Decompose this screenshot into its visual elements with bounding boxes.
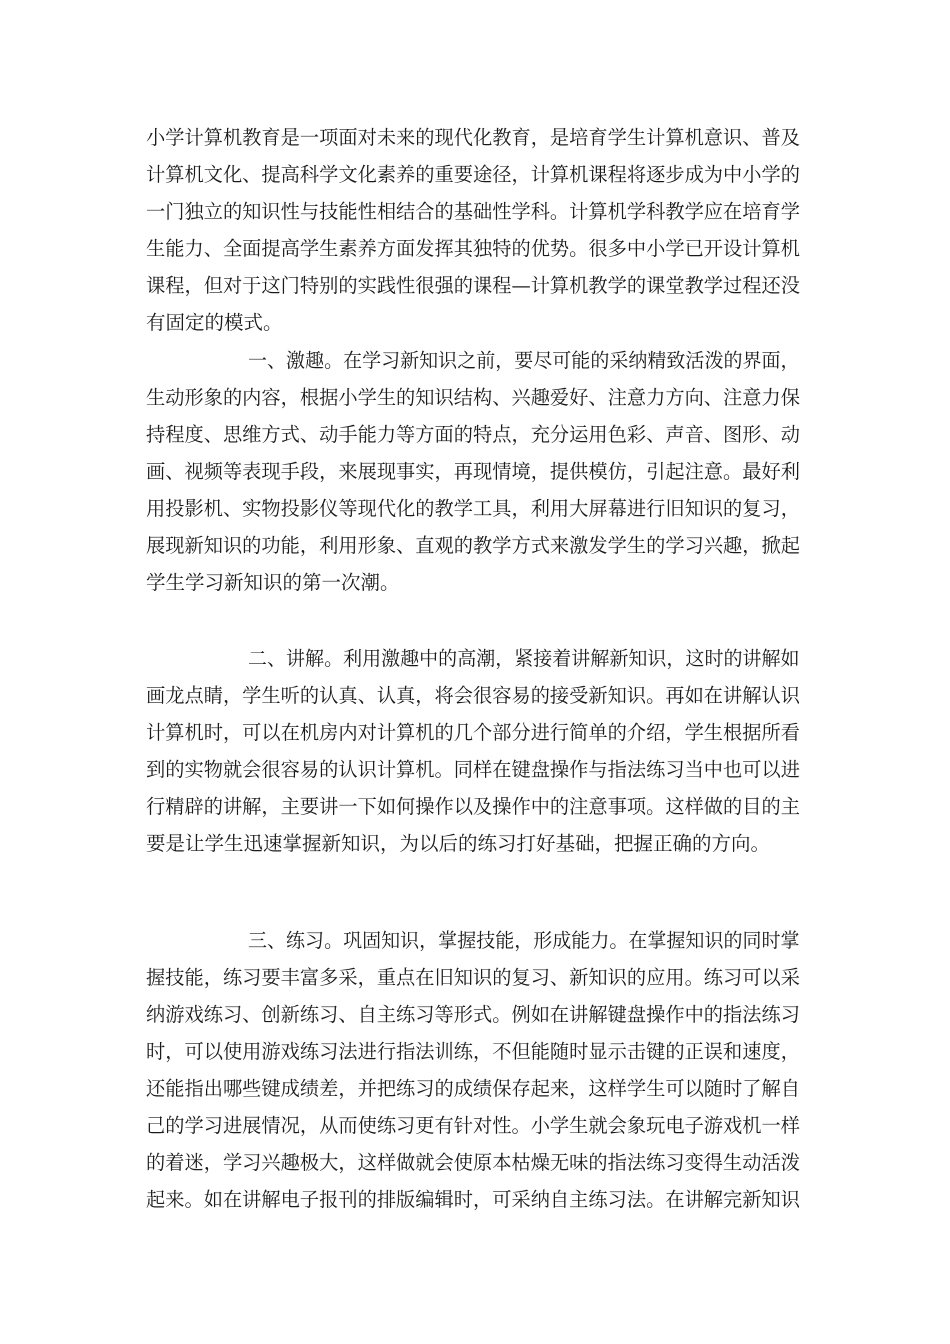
text-line: 时，可以使用游戏练习法进行指法训练，不但能随时显示击键的正误和速度， xyxy=(146,1040,800,1063)
text-line: 生能力、全面提高学生素养方面发挥其独特的优势。很多中小学已开设计算机 xyxy=(146,237,800,260)
text-line: 计算机文化、提高科学文化素养的重要途径，计算机课程将逐步成为中小学的 xyxy=(146,163,800,186)
text-line: 的着迷，学习兴趣极大，这样做就会使原本枯燥无味的指法练习变得生动活泼 xyxy=(146,1151,800,1174)
text-line: 一门独立的知识性与技能性相结合的基础性学科。计算机学科教学应在培育学 xyxy=(146,200,800,223)
text-line: 纳游戏练习、创新练习、自主练习等形式。例如在讲解键盘操作中的指法练习 xyxy=(146,1003,800,1026)
text-line: 起来。如在讲解电子报刊的排版编辑时，可采纳自主练习法。在讲解完新知识 xyxy=(146,1188,800,1211)
text-line: 行精辟的讲解，主要讲一下如何操作以及操作中的注意事项。这样做的目的主 xyxy=(146,795,800,818)
text-line: 有固定的模式。 xyxy=(146,311,283,334)
text-line: 持程度、思维方式、动手能力等方面的特点，充分运用色彩、声音、图形、动 xyxy=(146,423,800,446)
text-line: 计算机时，可以在机房内对计算机的几个部分进行简单的介绍，学生根据所看 xyxy=(146,721,800,744)
text-line: 生动形象的内容，根据小学生的知识结构、兴趣爱好、注意力方向、注意力保 xyxy=(146,386,800,409)
text-line: 用投影机、实物投影仪等现代化的教学工具，利用大屏幕进行旧知识的复习， xyxy=(146,497,800,520)
section-heading-line: 一、激趣。在学习新知识之前，要尽可能的采纳精致活泼的界面， xyxy=(248,349,800,372)
section-heading-line: 三、练习。巩固知识，掌握技能，形成能力。在掌握知识的同时掌 xyxy=(248,929,800,952)
text-line: 画、视频等表现手段，来展现事实，再现情境，提供模仿，引起注意。最好利 xyxy=(146,460,800,483)
text-line: 展现新知识的功能，利用形象、直观的教学方式来激发学生的学习兴趣，掀起 xyxy=(146,534,800,557)
text-line: 握技能，练习要丰富多采，重点在旧知识的复习、新知识的应用。练习可以采 xyxy=(146,966,800,989)
text-line: 到的实物就会很容易的认识计算机。同样在键盘操作与指法练习当中也可以进 xyxy=(146,758,800,781)
text-line: 学生学习新知识的第一次潮。 xyxy=(146,571,400,594)
text-line: 画龙点睛，学生听的认真、认真，将会很容易的接受新知识。再如在讲解认识 xyxy=(146,684,800,707)
text-line: 课程，但对于这门特别的实践性很强的课程—计算机教学的课堂教学过程还没 xyxy=(146,274,800,297)
text-line: 要是让学生迅速掌握新知识，为以后的练习打好基础，把握正确的方向。 xyxy=(146,832,771,855)
text-line: 小学计算机教育是一项面对未来的现代化教育，是培育学生计算机意识、普及 xyxy=(146,126,800,149)
text-line: 己的学习进展情况，从而使练习更有针对性。小学生就会象玩电子游戏机一样 xyxy=(146,1114,800,1137)
text-line: 还能指出哪些键成绩差，并把练习的成绩保存起来，这样学生可以随时了解自 xyxy=(146,1077,800,1100)
section-heading-line: 二、讲解。利用激趣中的高潮，紧接着讲解新知识，这时的讲解如 xyxy=(248,647,800,670)
